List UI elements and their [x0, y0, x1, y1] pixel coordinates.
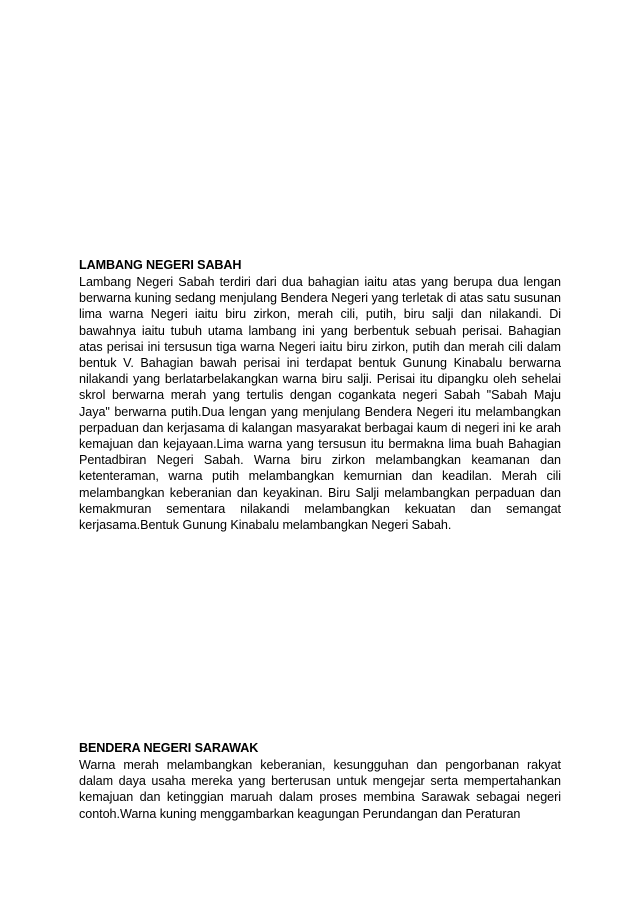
section-heading: BENDERA NEGERI SARAWAK — [79, 741, 259, 755]
section-lambang-negeri-sabah — [79, 257, 561, 533]
section-bendera-negeri-sarawak — [79, 740, 561, 822]
section-heading: LAMBANG NEGERI SABAH — [79, 258, 242, 272]
section-paragraph: Lambang Negeri Sabah terdiri dari dua bahagian iaitu atas yang berupa dua lengan berwarna kuning sedang menjulang Bendera Negeri yang terletak di atas satu susunan lima warna Negeri iaitu biru zirkon, merah cili, putih, biru salji dan nilakandi. Di bawahnya iaitu tubuh utama lambang ini yang berbentuk sebuah perisai. Bahagian atas perisai ini tersusun tiga warna Negeri iaitu biru zirkon, putih dan merah cili dalam bentuk V. Bahagian bawah perisai ini terdapat bentuk Gunung Kinabalu berwarna nilakandi yang berlatarbelakangkan warna biru salji. Perisai itu dipangku oleh sehelai skrol berwarna merah yang tertulis dengan cogankata negeri Sabah "Sabah Maju Jaya" berwarna putih.Dua lengan yang menjulang Bendera Negeri itu melambangkan perpaduan dan kerjasama di kalangan masyarakat berbagai kaum di negeri ini ke arah kemajuan dan kejayaan.Lima warna yang tersusun itu bermakna lima buah Bahagian Pentadbiran Negeri Sabah. Warna biru zirkon melambangkan keamanan dan ketenteraman, warna putih melambangkan kemurnian dan keadilan. Merah cili melambangkan keberanian dan keyakinan. Biru Salji melambangkan perpaduan dan kemakmuran sementara nilakandi melambangkan kekuatan dan semangat kerjasama.Bentuk Gunung Kinabalu melambangkan Negeri Sabah. — [79, 275, 561, 533]
section-paragraph: Warna merah melambangkan keberanian, kesungguhan dan pengorbanan rakyat dalam daya usaha mereka yang berterusan untuk mengejar serta mempertahankan kemajuan dan ketinggian maruah dalam proses membina Sarawak sebagai negeri contoh.Warna kuning menggambarkan keagungan Perundangan dan Peraturan — [79, 758, 561, 821]
